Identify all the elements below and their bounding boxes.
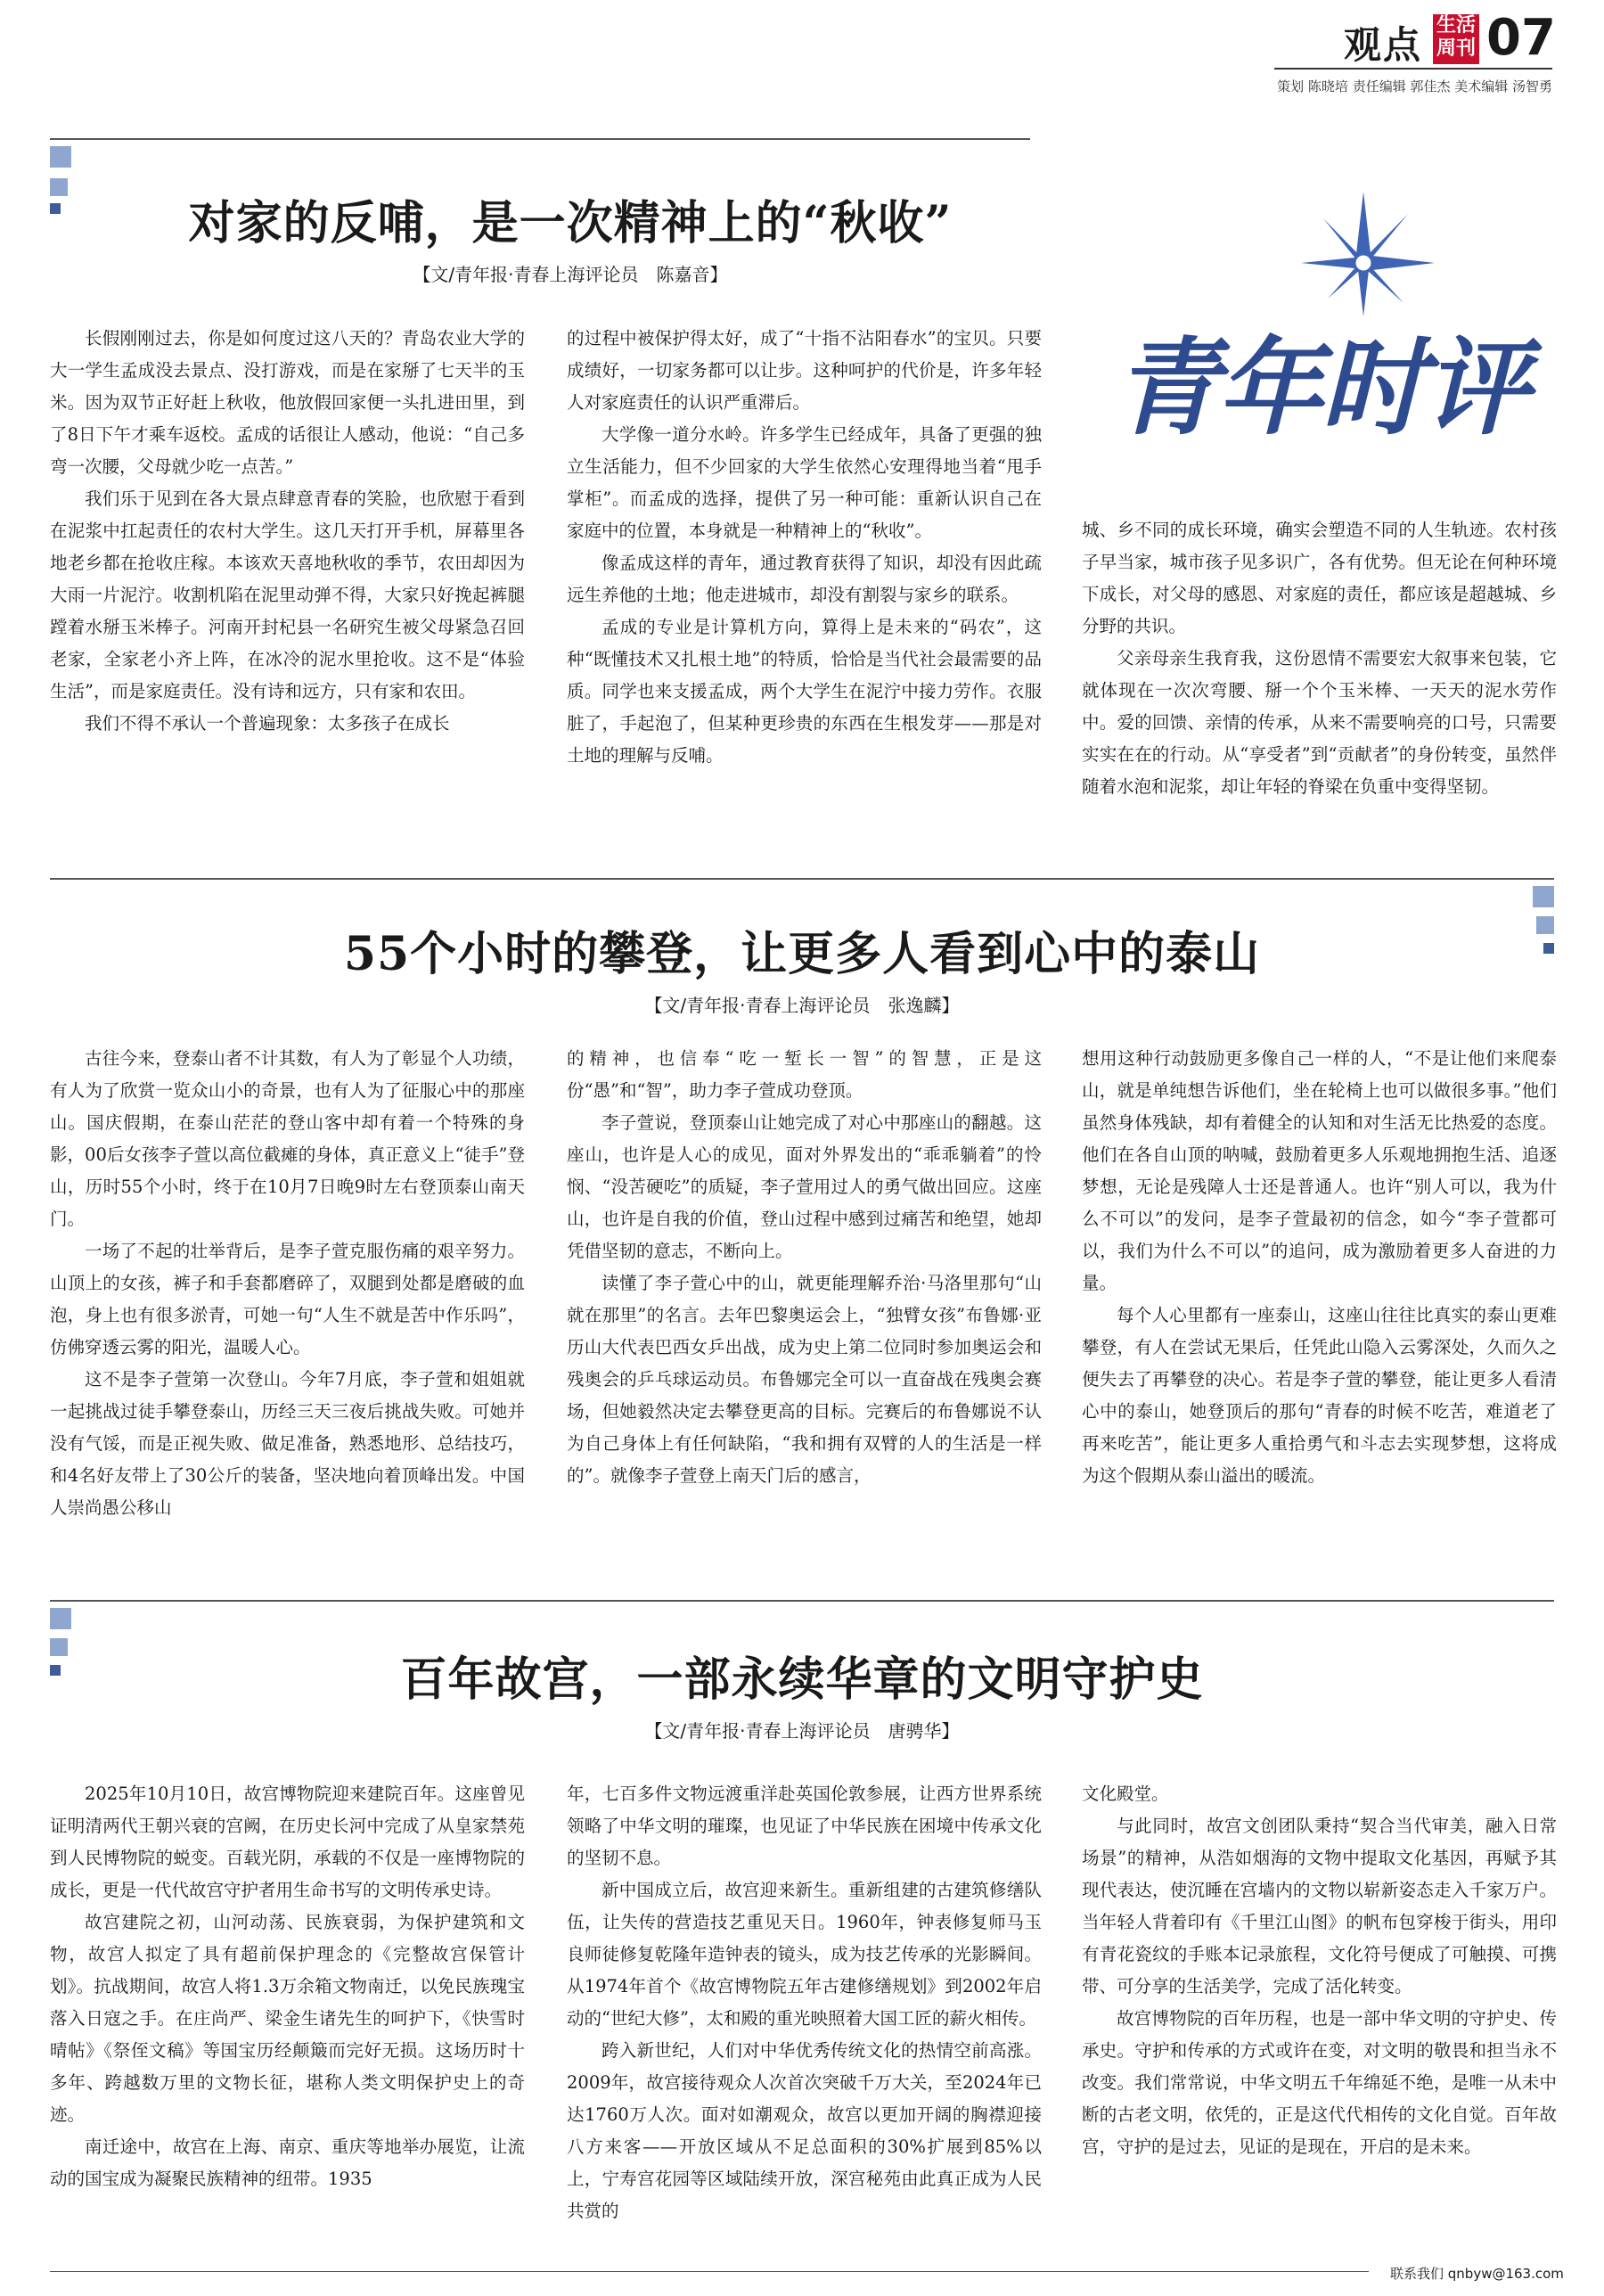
article-column bbox=[567, 1778, 1042, 2227]
article-byline: 【文/青年报·青春上海评论员 张逸麟】 bbox=[644, 995, 960, 1016]
paragraph: 的精神，也信奉“吃一堑长一智”的智慧，正是这份“愚”和“智”，助力李子萱成功登顶。 bbox=[567, 1048, 1042, 1101]
article-column bbox=[1082, 1043, 1557, 1492]
decor-square bbox=[50, 146, 71, 168]
emblem-title: 青年时评 bbox=[1114, 326, 1528, 449]
decor-square bbox=[50, 178, 68, 196]
editor-credits: 策划 陈晓培 责任编辑 郭佳杰 美术编辑 汤智勇 bbox=[1277, 78, 1552, 94]
section-divider bbox=[50, 878, 1554, 880]
paragraph: 与此同时，故宫文创团队秉持“契合当代审美，融入日常场景”的精神，从浩如烟海的文物中提取文化基因，再赋予其现代表达，使沉睡在宫墙内的文物以崭新姿态走入千家万户。当年轻人背着印有《千里江山图》的帆布包穿梭于街头，用印有青花瓷纹的手账本记录旅程，文化符号便成了可触摸、可携带、可分享的生活美学，完成了活化转变。 bbox=[1082, 1816, 1557, 1997]
paragraph: 一场了不起的壮举背后，是李子萱克服伤痛的艰辛努力。山顶上的女孩，裤子和手套都磨碎了，双腿到处都是磨破的血泡，身上也有很多淤青，可她一句“人生不就是苦中作乐吗”，仿佛穿透云雾的阳光，温暖人心。 bbox=[50, 1241, 525, 1357]
paragraph: 想用这种行动鼓励更多像自己一样的人，“不是让他们来爬泰山，就是单纯想告诉他们，坐在轮椅上也可以做很多事。”他们虽然身体残缺，却有着健全的认知和对生活无比热爱的态度。他们在各自山顶的呐喊，鼓励着更多人乐观地拥抱生活、追逐梦想，无论是残障人士还是普通人。也许“别人可以，我为什么不可以”的发问，是李子萱最初的信念，如今“李子萱都可以，我们为什么不可以”的追问，成为激励着更多人奋进的力量。 bbox=[1082, 1048, 1557, 1293]
paragraph: 孟成的专业是计算机方向，算得上是未来的“码农”，这种“既懂技术又扎根土地”的特质，恰恰是当代社会最需要的品质。同学也来支援孟成，两个大学生在泥泞中接力劳作。衣服脏了，手起泡了，但某种更珍贵的东西在生根发芽——那是对土地的理解与反哺。 bbox=[567, 617, 1042, 766]
footer-rule bbox=[50, 2271, 1369, 2272]
paragraph: 长假刚刚过去，你是如何度过这八天的？青岛农业大学的大一学生孟成没去景点、没打游戏，而是在家掰了七天半的玉米。因为双节正好赶上秋收，他放假回家便一头扎进田里，到了8日下午才乘车返校。孟成的话很让人感动，他说：“自己多弯一次腰，父母就少吃一点苦。” bbox=[50, 328, 525, 477]
article-byline: 【文/青年报·青春上海评论员 陈嘉音】 bbox=[413, 264, 728, 285]
article-column bbox=[1082, 1778, 1557, 2163]
article-column bbox=[567, 1043, 1042, 1492]
section-divider bbox=[50, 1600, 1554, 1602]
article-column bbox=[50, 323, 525, 740]
paragraph: 故宫建院之初，山河动荡、民族衰弱，为保护建筑和文物，故宫人拟定了具有超前保护理念的《完整故宫保管计划》。抗战期间，故宫人将1.3万余箱文物南迁，以免民族瑰宝落入日寇之手。在庄尚严、梁金生诸先生的呵护下，《快雪时晴帖》《祭侄文稿》等国宝历经颠簸而完好无损。这场历时十多年、跨越数万里的文物长征，堪称人类文明保护史上的奇迹。 bbox=[50, 1912, 525, 2125]
paragraph: 读懂了李子萱心中的山，就更能理解乔治·马洛里那句“山就在那里”的名言。去年巴黎奥运会上，“独臂女孩”布鲁娜·亚历山大代表巴西女乒出战，成为史上第二位同时参加奥运会和残奥会的乒乓球运动员。布鲁娜完全可以一直奋战在残奥会赛场，但她毅然决定去攀登更高的目标。完赛后的布鲁娜说不认为自己身体上有任何缺陷，“我和拥有双臂的人的生活是一样的”。就像李子萱登上南天门后的感言， bbox=[567, 1273, 1042, 1486]
article-byline: 【文/青年报·青春上海评论员 唐骋华】 bbox=[644, 1720, 960, 1742]
paragraph: 南迁途中，故宫在上海、南京、重庆等地举办展览，让流动的国宝成为凝聚民族精神的纽带。1935 bbox=[50, 2136, 525, 2189]
article-title: 55个小时的攀登，让更多人看到心中的泰山 bbox=[343, 927, 1261, 981]
paragraph: 这不是李子萱第一次登山。今年7月底，李子萱和姐姐就一起挑战过徒手攀登泰山，历经三天三夜后挑战失败。可她并没有气馁，而是正视失败、做足准备，熟悉地形、总结技巧，和4名好友带上了30公斤的装备，坚决地向着顶峰出发。中国人崇尚愚公移山 bbox=[50, 1369, 525, 1518]
paragraph: 我们不得不承认一个普遍现象：太多孩子在成长 bbox=[85, 713, 450, 734]
header-divider bbox=[1274, 68, 1552, 70]
paragraph: 城、乡不同的成长环境，确实会塑造不同的人生轨迹。农村孩子早当家，城市孩子见多识广，各有优势。但无论在何种环境下成长，对父母的感恩、对家庭的责任，都应该是超越城、乡分野的共识。 bbox=[1082, 520, 1557, 636]
page-number: 07 bbox=[1486, 9, 1556, 67]
article-title: 对家的反哺，是一次精神上的“秋收” bbox=[188, 196, 953, 250]
brand-logo: 生活 周刊 bbox=[1433, 14, 1479, 64]
paragraph: 我们乐于见到在各大景点肆意青春的笑脸，也欣慰于看到在泥浆中扛起责任的农村大学生。这几天打开手机，屏幕里各地老乡都在抢收庄稼。本该欢天喜地秋收的季节，农田却因为大雨一片泥泞。收割机陷在泥里动弹不得，大家只好挽起裤腿蹚着水掰玉米棒子。河南开封杞县一名研究生被父母紧急召回老家，全家老小齐上阵，在冰冷的泥水里抢收。这不是“体验生活”，而是家庭责任。没有诗和远方，只有家和农田。 bbox=[50, 488, 525, 701]
paragraph: 李子萱说，登顶泰山让她完成了对心中那座山的翻越。这座山，也许是人心的成见，面对外界发出的“乖乖躺着”的怜悯、“没苦硬吃”的质疑，李子萱用过人的勇气做出回应。这座山，也许是自我的价值，登山过程中感到过痛苦和绝望，她却凭借坚韧的意志，不断向上。 bbox=[567, 1112, 1042, 1261]
paragraph: 文化殿堂。 bbox=[1082, 1784, 1169, 1804]
decor-square bbox=[50, 203, 61, 214]
article-column bbox=[50, 1043, 525, 1524]
footer-contact: 联系我们 qnbyw@163.com bbox=[1390, 2266, 1564, 2282]
paragraph: 新中国成立后，故宫迎来新生。重新组建的古建筑修缮队伍，让失传的营造技艺重见天日。1960年，钟表修复师马玉良师徒修复乾隆年造钟表的镜头，成为技艺传承的光影瞬间。从1974年首个《故宫博物院五年古建修缮规划》到2002年启动的“世纪大修”，太和殿的重光映照着大国工匠的薪火相传。 bbox=[567, 1880, 1042, 2029]
article-column bbox=[50, 1778, 525, 2195]
paragraph: 像孟成这样的青年，通过教育获得了知识，却没有因此疏远生养他的土地；他走进城市，却没有割裂与家乡的联系。 bbox=[567, 553, 1042, 605]
decor-square bbox=[1533, 886, 1554, 907]
article-column bbox=[1082, 514, 1557, 803]
paragraph: 年，七百多件文物远渡重洋赴英国伦敦参展，让西方世界系统领略了中华文明的璀璨，也见证了中华民族在困境中传承文化的坚韧不息。 bbox=[567, 1784, 1042, 1868]
article-column bbox=[567, 323, 1042, 772]
paragraph: 父亲母亲生我育我，这份恩情不需要宏大叙事来包装，它就体现在一次次弯腰、掰一个个玉米棒、一天天的泥水劳作中。爱的回馈、亲情的传承，从来不需要响亮的口号，只需要实实在在的行动。从“享受者”到“贡献者”的身份转变，虽然伴随着水泡和泥浆，却让年轻的脊梁在负重中变得坚韧。 bbox=[1082, 648, 1557, 797]
decor-square bbox=[50, 1608, 71, 1629]
top-rule bbox=[50, 138, 1030, 140]
paragraph: 每个人心里都有一座泰山，这座山往往比真实的泰山更难攀登，有人在尝试无果后，任凭此山隐入云雾深处，久而久之便失去了再攀登的决心。若是李子萱的攀登，能让更多人看清心中的泰山，她登顶后的那句“青春的时候不吃苦，难道老了再来吃苦”，能让更多人重拾勇气和斗志去实现梦想，这将成为这个假期从泰山溢出的暖流。 bbox=[1082, 1305, 1557, 1486]
paragraph: 古往今来，登泰山者不计其数，有人为了彰显个人功绩，有人为了欣赏一览众山小的奇景，也有人为了征服心中的那座山。国庆假期，在泰山茫茫的登山客中却有着一个特殊的身影，00后女孩李子萱以高位截瘫的身体，真正意义上“徒手”登山，历时55个小时，终于在10月7日晚9时左右登顶泰山南天门。 bbox=[50, 1048, 525, 1229]
paragraph: 大学像一道分水岭。许多学生已经成年，具备了更强的独立生活能力，但不少回家的大学生依然心安理得地当着“甩手掌柜”。而孟成的选择，提供了另一种可能：重新认识自己在家庭中的位置，本身就是一种精神上的“秋收”。 bbox=[567, 424, 1042, 541]
paragraph: 跨入新世纪，人们对中华优秀传统文化的热情空前高涨。2009年，故宫接待观众人次首次突破千万大关，至2024年已达1760万人次。面对如潮观众，故宫以更加开阔的胸襟迎接八方来客——开放区域从不足总面积的30%扩展到85%以上，宁寿宫花园等区域陆续开放，深宫秘苑由此真正成为人民共赏的 bbox=[567, 2040, 1042, 2221]
article-title: 百年故宫，一部永续华章的文明守护史 bbox=[400, 1652, 1204, 1707]
paragraph: 的过程中被保护得太好，成了“十指不沾阳春水”的宝贝。只要成绩好，一切家务都可以让步。这种呵护的代价是，许多年轻人对家庭责任的认识严重滞后。 bbox=[567, 328, 1042, 413]
paragraph: 2025年10月10日，故宫博物院迎来建院百年。这座曾见证明清两代王朝兴衰的宫阙，在历史长河中完成了从皇家禁苑到人民博物院的蜕变。百载光阴，承载的不仅是一座博物院的成长，更是一代代故宫守护者用生命书写的文明传承史诗。 bbox=[50, 1784, 525, 1900]
section-title: 观点 bbox=[1344, 23, 1423, 67]
paragraph: 故宫博物院的百年历程，也是一部中华文明的守护史、传承史。守护和传承的方式或许在变，对文明的敬畏和担当永不改变。我们常常说，中华文明五千年绵延不绝，是唯一从未中断的古老文明，依凭的，正是这代代相传的文化自觉。百年故宫，守护的是过去，见证的是现在，开启的是未来。 bbox=[1082, 2008, 1557, 2157]
